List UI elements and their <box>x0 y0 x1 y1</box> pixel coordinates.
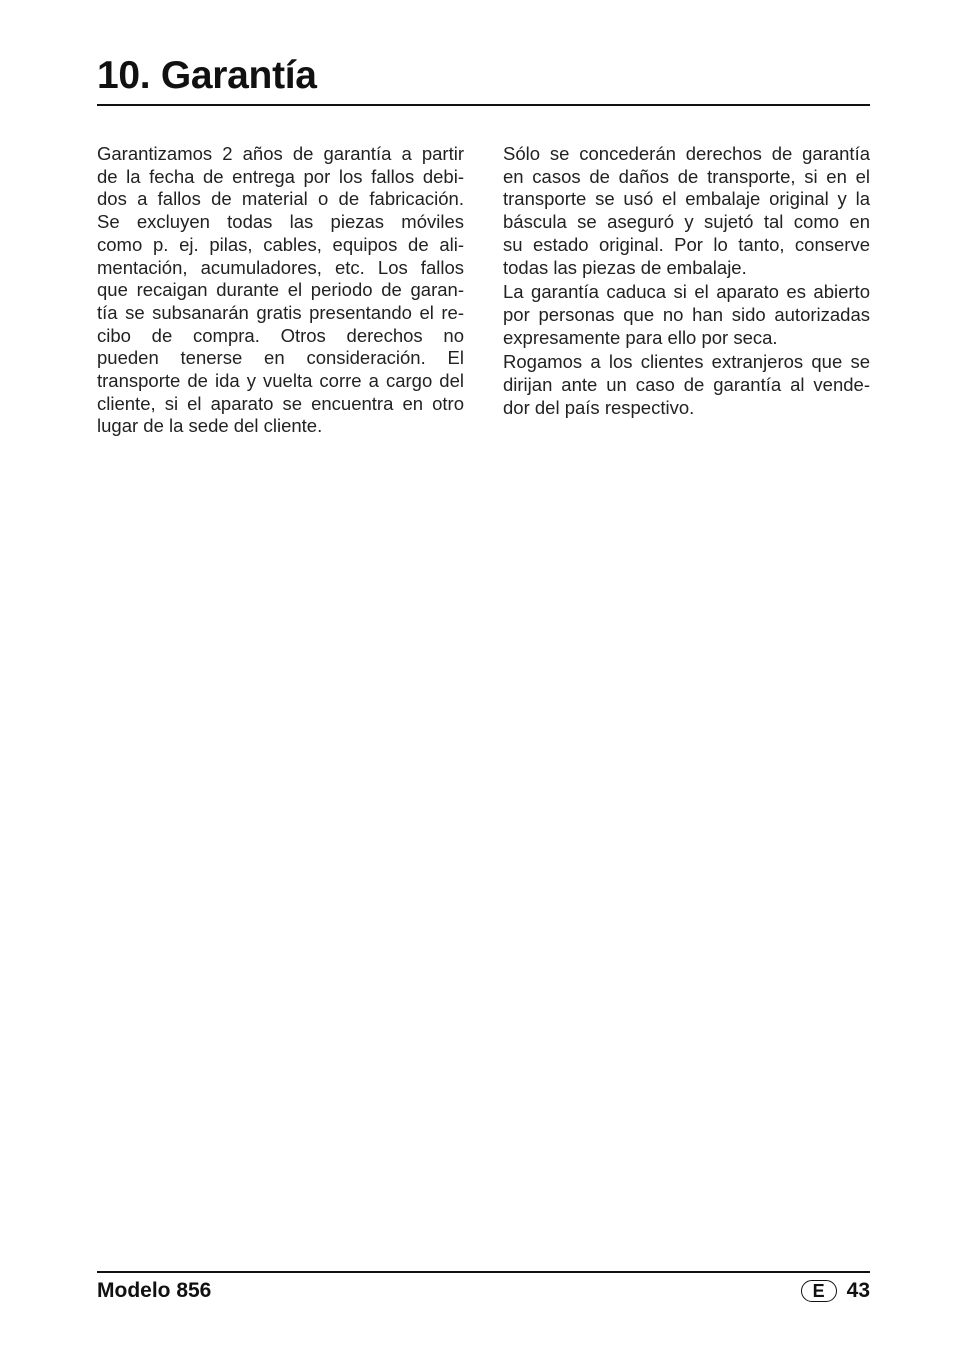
text-line: en casos de daños de transporte, si en el <box>503 165 870 187</box>
footer-model-name: Modelo 856 <box>97 1279 212 1302</box>
text-line: por personas que no han sido autorizadas <box>503 303 870 325</box>
text-line: La garantía caduca si el aparato es abierto <box>503 281 870 303</box>
footer-divider <box>97 1271 870 1273</box>
text-line: cibo de compra. Otros derechos no <box>97 324 464 346</box>
paragraph-foreign-customers <box>503 351 870 419</box>
right-column <box>503 143 870 421</box>
text-line: lugar de la sede del cliente. <box>97 415 323 437</box>
text-line: pueden tenerse en consideración. El <box>97 347 464 369</box>
text-line: cliente, si el aparato se encuentra en otro <box>97 392 464 414</box>
text-line: Sólo se concederán derechos de garantía <box>503 143 870 164</box>
text-line: dirijan ante un caso de garantía al vende- <box>503 374 870 396</box>
text-line: mentación, acumuladores, etc. Los fallos <box>97 256 464 278</box>
text-line: tía se subsanarán gratis presentando el re- <box>97 301 464 323</box>
page-title: 10. Garantía <box>97 54 317 97</box>
text-line: todas las piezas de embalaje. <box>503 256 747 278</box>
left-column <box>97 143 464 440</box>
text-line: Garantizamos 2 años de garantía a partir <box>97 143 464 164</box>
paragraph-transport-damage <box>503 143 870 279</box>
text-line: su estado original. Por lo tanto, conserve <box>503 233 870 255</box>
paragraph-warranty-terms <box>97 143 464 438</box>
text-line: dor del país respectivo. <box>503 396 695 418</box>
text-line: dos a fallos de material o de fabricación. <box>97 188 464 210</box>
text-line: de la fecha de entrega por los fallos debi- <box>97 165 464 187</box>
text-line: báscula se aseguró y sujetó tal como en <box>503 211 870 233</box>
text-line: Se excluyen todas las piezas móviles <box>97 211 464 233</box>
text-line: como p. ej. pilas, cables, equipos de ali- <box>97 233 464 255</box>
text-line: transporte de ida y vuelta corre a cargo del <box>97 370 464 392</box>
title-divider <box>97 104 870 106</box>
text-line: que recaigan durante el periodo de garan- <box>97 279 464 301</box>
language-badge: E <box>801 1280 837 1302</box>
footer-page-info <box>801 1277 870 1305</box>
text-line: Rogamos a los clientes extranjeros que se <box>503 351 870 373</box>
text-line: expresamente para ello por seca. <box>503 326 778 348</box>
paragraph-warranty-void <box>503 281 870 349</box>
page-number: 43 <box>846 1279 870 1302</box>
text-line: transporte se usó el embalaje original y la <box>503 188 870 210</box>
